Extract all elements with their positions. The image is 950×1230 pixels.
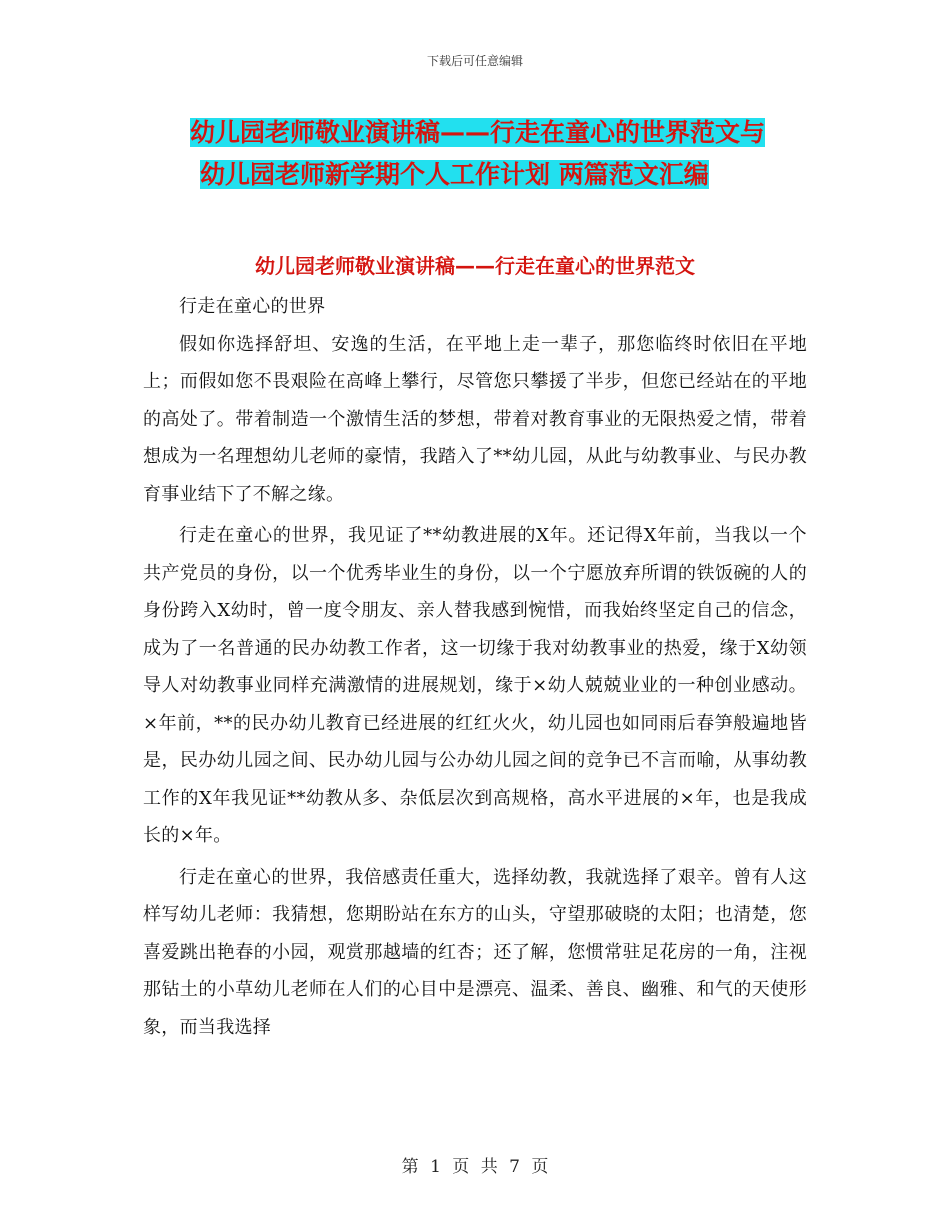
document-body: [143, 288, 807, 1046]
paragraph: 行走在童心的世界，我见证了**幼教进展的X年。还记得X年前，当我以一个共产党员的身份，以一个优秀毕业生的身份，以一个宁愿放弃所谓的铁饭碗的人的身份跨入X幼时，曾一度令朋友、亲人替我感到惋惜，而我始终坚定自己的信念，成为了一名普通的民办幼教工作者，这一切缘于我对幼教事业的热爱，缘于X幼领导人对幼教事业同样充满激情的进展规划，缘于×幼人兢兢业业的一种创业感动。×年前，**的民办幼儿教育已经进展的红红火火，幼儿园也如同雨后春笋般遍地皆是，民办幼儿园之间、民办幼儿园与公办幼儿园之间的竞争已不言而喻，从事幼教工作的X年我见证**幼教从多、杂低层次到高规格，高水平进展的×年，也是我成长的×年。: [143, 525, 807, 846]
paragraph: 行走在童心的世界，我倍感责任重大，选择幼教，我就选择了艰辛。曾有人这样写幼儿老师：我猜想，您期盼站在东方的山头，守望那破晓的太阳；也清楚，您喜爱跳出艳春的小园，观赏那越墙的红杏；还了解，您惯常驻足花房的一角，注视那钻土的小草幼儿老师在人们的心目中是漂亮、温柔、善良、幽雅、和气的天使形象，而当我选择: [143, 866, 807, 1038]
document-title: [190, 112, 810, 196]
section-heading: 幼儿园老师敬业演讲稿——行走在童心的世界范文: [255, 254, 695, 278]
paragraph: 假如你选择舒坦、安逸的生活，在平地上走一辈子，那您临终时依旧在平地上；而假如您不畏艰险在高峰上攀行，尽管您只攀援了半步，但您已经站在的平地的高处了。带着制造一个激情生活的梦想，带着对教育事业的无限热爱之情，带着想成为一名理想幼儿老师的豪情，我踏入了**幼儿园，从此与幼教事业、与民办教育事业结下了不解之缘。: [143, 333, 807, 505]
title-line-2: 幼儿园老师新学期个人工作计划 两篇范文汇编: [200, 160, 709, 189]
header-note: 下载后可任意编辑: [426, 54, 523, 68]
paragraph: 行走在童心的世界: [179, 296, 326, 317]
page-number-footer: 第 1 页 共 7 页: [401, 1157, 549, 1177]
title-line-1: 幼儿园老师敬业演讲稿——行走在童心的世界范文与: [190, 118, 766, 147]
